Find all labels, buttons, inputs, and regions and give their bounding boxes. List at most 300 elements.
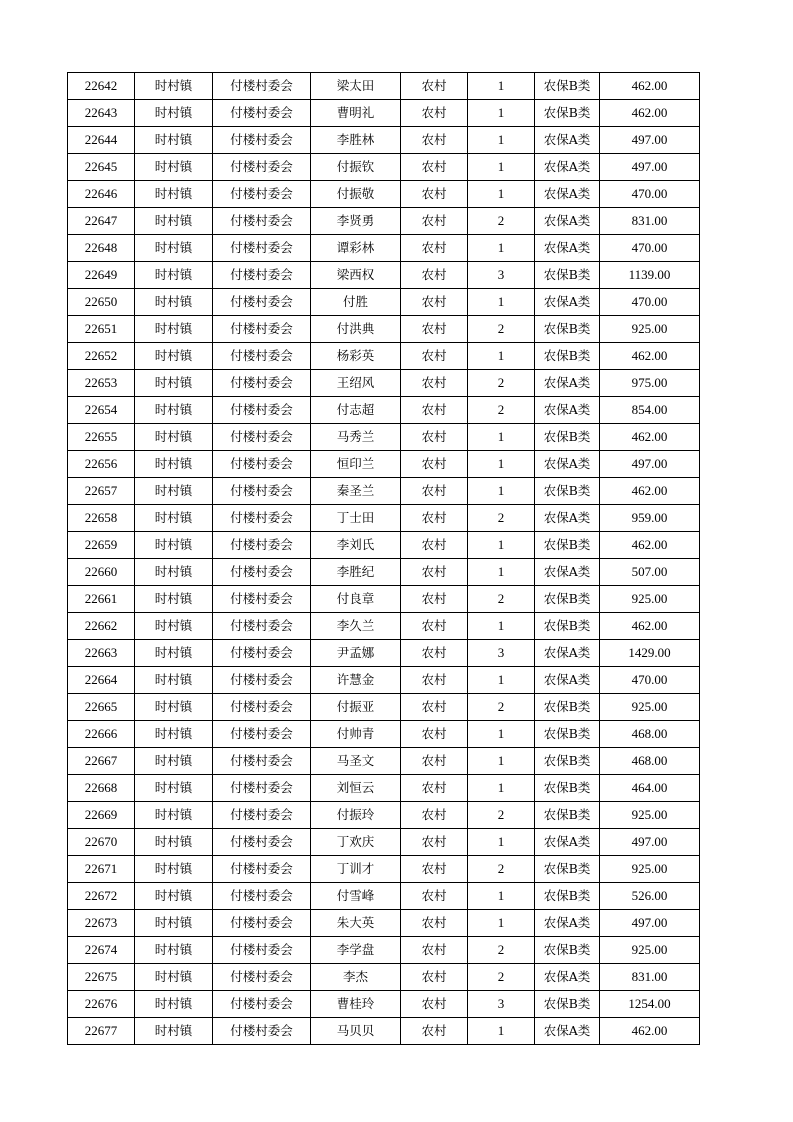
name-cell: 付洪典 xyxy=(311,316,401,343)
household-type-cell: 农村 xyxy=(401,316,468,343)
town-cell: 时村镇 xyxy=(135,100,213,127)
town-cell: 时村镇 xyxy=(135,937,213,964)
household-type-cell: 农村 xyxy=(401,235,468,262)
village-committee-cell: 付楼村委会 xyxy=(213,478,311,505)
serial-number-cell: 22670 xyxy=(68,829,135,856)
table-row xyxy=(68,397,700,424)
serial-number-cell: 22675 xyxy=(68,964,135,991)
table-row xyxy=(68,100,700,127)
village-committee-cell: 付楼村委会 xyxy=(213,100,311,127)
village-committee-cell: 付楼村委会 xyxy=(213,802,311,829)
serial-number-cell: 22653 xyxy=(68,370,135,397)
table-row xyxy=(68,883,700,910)
town-cell: 时村镇 xyxy=(135,802,213,829)
name-cell: 付振钦 xyxy=(311,154,401,181)
table-row xyxy=(68,343,700,370)
table-row xyxy=(68,775,700,802)
town-cell: 时村镇 xyxy=(135,694,213,721)
amount-cell: 462.00 xyxy=(600,100,700,127)
amount-cell: 1139.00 xyxy=(600,262,700,289)
amount-cell: 831.00 xyxy=(600,208,700,235)
member-count-cell: 1 xyxy=(468,181,535,208)
town-cell: 时村镇 xyxy=(135,343,213,370)
town-cell: 时村镇 xyxy=(135,748,213,775)
name-cell: 马秀兰 xyxy=(311,424,401,451)
household-type-cell: 农村 xyxy=(401,208,468,235)
table-row xyxy=(68,478,700,505)
member-count-cell: 2 xyxy=(468,586,535,613)
member-count-cell: 2 xyxy=(468,208,535,235)
amount-cell: 831.00 xyxy=(600,964,700,991)
name-cell: 曹明礼 xyxy=(311,100,401,127)
town-cell: 时村镇 xyxy=(135,289,213,316)
household-type-cell: 农村 xyxy=(401,370,468,397)
village-committee-cell: 付楼村委会 xyxy=(213,424,311,451)
household-type-cell: 农村 xyxy=(401,424,468,451)
household-type-cell: 农村 xyxy=(401,451,468,478)
member-count-cell: 2 xyxy=(468,856,535,883)
household-type-cell: 农村 xyxy=(401,559,468,586)
table-row xyxy=(68,991,700,1018)
amount-cell: 468.00 xyxy=(600,721,700,748)
serial-number-cell: 22661 xyxy=(68,586,135,613)
member-count-cell: 3 xyxy=(468,991,535,1018)
village-committee-cell: 付楼村委会 xyxy=(213,883,311,910)
name-cell: 李久兰 xyxy=(311,613,401,640)
insurance-category-cell: 农保A类 xyxy=(535,208,600,235)
insurance-category-cell: 农保B类 xyxy=(535,316,600,343)
table-row xyxy=(68,316,700,343)
insurance-category-cell: 农保B类 xyxy=(535,694,600,721)
insurance-category-cell: 农保A类 xyxy=(535,640,600,667)
town-cell: 时村镇 xyxy=(135,856,213,883)
name-cell: 付振玲 xyxy=(311,802,401,829)
serial-number-cell: 22666 xyxy=(68,721,135,748)
member-count-cell: 2 xyxy=(468,694,535,721)
name-cell: 梁西权 xyxy=(311,262,401,289)
insurance-category-cell: 农保B类 xyxy=(535,802,600,829)
amount-cell: 462.00 xyxy=(600,73,700,100)
serial-number-cell: 22664 xyxy=(68,667,135,694)
household-type-cell: 农村 xyxy=(401,505,468,532)
member-count-cell: 3 xyxy=(468,640,535,667)
insurance-category-cell: 农保B类 xyxy=(535,262,600,289)
serial-number-cell: 22642 xyxy=(68,73,135,100)
name-cell: 付振敬 xyxy=(311,181,401,208)
name-cell: 付雪峰 xyxy=(311,883,401,910)
village-committee-cell: 付楼村委会 xyxy=(213,370,311,397)
household-type-cell: 农村 xyxy=(401,667,468,694)
village-committee-cell: 付楼村委会 xyxy=(213,667,311,694)
household-type-cell: 农村 xyxy=(401,397,468,424)
amount-cell: 959.00 xyxy=(600,505,700,532)
town-cell: 时村镇 xyxy=(135,883,213,910)
household-type-cell: 农村 xyxy=(401,910,468,937)
member-count-cell: 3 xyxy=(468,262,535,289)
village-committee-cell: 付楼村委会 xyxy=(213,505,311,532)
household-type-cell: 农村 xyxy=(401,721,468,748)
table-row xyxy=(68,127,700,154)
town-cell: 时村镇 xyxy=(135,127,213,154)
insurance-category-cell: 农保B类 xyxy=(535,343,600,370)
serial-number-cell: 22643 xyxy=(68,100,135,127)
serial-number-cell: 22676 xyxy=(68,991,135,1018)
insurance-category-cell: 农保B类 xyxy=(535,478,600,505)
insurance-category-cell: 农保B类 xyxy=(535,424,600,451)
insurance-category-cell: 农保B类 xyxy=(535,937,600,964)
village-committee-cell: 付楼村委会 xyxy=(213,991,311,1018)
village-committee-cell: 付楼村委会 xyxy=(213,694,311,721)
household-type-cell: 农村 xyxy=(401,856,468,883)
table-row xyxy=(68,532,700,559)
member-count-cell: 1 xyxy=(468,343,535,370)
household-type-cell: 农村 xyxy=(401,262,468,289)
member-count-cell: 2 xyxy=(468,397,535,424)
town-cell: 时村镇 xyxy=(135,1018,213,1045)
insurance-category-cell: 农保A类 xyxy=(535,1018,600,1045)
table-row xyxy=(68,262,700,289)
serial-number-cell: 22659 xyxy=(68,532,135,559)
amount-cell: 470.00 xyxy=(600,235,700,262)
name-cell: 尹孟娜 xyxy=(311,640,401,667)
insurance-category-cell: 农保A类 xyxy=(535,289,600,316)
amount-cell: 925.00 xyxy=(600,802,700,829)
village-committee-cell: 付楼村委会 xyxy=(213,181,311,208)
amount-cell: 462.00 xyxy=(600,1018,700,1045)
village-committee-cell: 付楼村委会 xyxy=(213,964,311,991)
name-cell: 李学盘 xyxy=(311,937,401,964)
serial-number-cell: 22647 xyxy=(68,208,135,235)
member-count-cell: 2 xyxy=(468,802,535,829)
amount-cell: 925.00 xyxy=(600,586,700,613)
insurance-category-cell: 农保A类 xyxy=(535,505,600,532)
name-cell: 付振亚 xyxy=(311,694,401,721)
household-type-cell: 农村 xyxy=(401,694,468,721)
amount-cell: 462.00 xyxy=(600,343,700,370)
village-committee-cell: 付楼村委会 xyxy=(213,1018,311,1045)
household-type-cell: 农村 xyxy=(401,100,468,127)
village-committee-cell: 付楼村委会 xyxy=(213,235,311,262)
village-committee-cell: 付楼村委会 xyxy=(213,586,311,613)
insurance-category-cell: 农保A类 xyxy=(535,964,600,991)
member-count-cell: 1 xyxy=(468,883,535,910)
household-type-cell: 农村 xyxy=(401,532,468,559)
household-type-cell: 农村 xyxy=(401,73,468,100)
name-cell: 李胜林 xyxy=(311,127,401,154)
insurance-category-cell: 农保A类 xyxy=(535,235,600,262)
table-row xyxy=(68,289,700,316)
serial-number-cell: 22650 xyxy=(68,289,135,316)
table-row xyxy=(68,181,700,208)
serial-number-cell: 22654 xyxy=(68,397,135,424)
insurance-category-cell: 农保B类 xyxy=(535,613,600,640)
town-cell: 时村镇 xyxy=(135,964,213,991)
table-row xyxy=(68,613,700,640)
serial-number-cell: 22658 xyxy=(68,505,135,532)
serial-number-cell: 22648 xyxy=(68,235,135,262)
member-count-cell: 1 xyxy=(468,451,535,478)
town-cell: 时村镇 xyxy=(135,397,213,424)
table-row xyxy=(68,451,700,478)
village-committee-cell: 付楼村委会 xyxy=(213,154,311,181)
table-row xyxy=(68,586,700,613)
serial-number-cell: 22649 xyxy=(68,262,135,289)
table-row xyxy=(68,505,700,532)
household-type-cell: 农村 xyxy=(401,829,468,856)
amount-cell: 462.00 xyxy=(600,532,700,559)
insurance-category-cell: 农保A类 xyxy=(535,910,600,937)
name-cell: 李杰 xyxy=(311,964,401,991)
household-type-cell: 农村 xyxy=(401,883,468,910)
insurance-category-cell: 农保A类 xyxy=(535,181,600,208)
household-type-cell: 农村 xyxy=(401,154,468,181)
table-row xyxy=(68,937,700,964)
serial-number-cell: 22674 xyxy=(68,937,135,964)
member-count-cell: 1 xyxy=(468,721,535,748)
table-row xyxy=(68,829,700,856)
table-row xyxy=(68,370,700,397)
insurance-category-cell: 农保B类 xyxy=(535,856,600,883)
serial-number-cell: 22644 xyxy=(68,127,135,154)
insurance-category-cell: 农保A类 xyxy=(535,667,600,694)
town-cell: 时村镇 xyxy=(135,316,213,343)
village-committee-cell: 付楼村委会 xyxy=(213,208,311,235)
village-committee-cell: 付楼村委会 xyxy=(213,532,311,559)
serial-number-cell: 22660 xyxy=(68,559,135,586)
village-committee-cell: 付楼村委会 xyxy=(213,613,311,640)
village-committee-cell: 付楼村委会 xyxy=(213,829,311,856)
table-row xyxy=(68,154,700,181)
village-committee-cell: 付楼村委会 xyxy=(213,343,311,370)
town-cell: 时村镇 xyxy=(135,181,213,208)
amount-cell: 464.00 xyxy=(600,775,700,802)
name-cell: 马圣文 xyxy=(311,748,401,775)
village-committee-cell: 付楼村委会 xyxy=(213,397,311,424)
household-type-cell: 农村 xyxy=(401,964,468,991)
village-committee-cell: 付楼村委会 xyxy=(213,775,311,802)
household-type-cell: 农村 xyxy=(401,775,468,802)
name-cell: 丁训才 xyxy=(311,856,401,883)
town-cell: 时村镇 xyxy=(135,829,213,856)
name-cell: 付良章 xyxy=(311,586,401,613)
serial-number-cell: 22673 xyxy=(68,910,135,937)
insurance-category-cell: 农保A类 xyxy=(535,829,600,856)
household-type-cell: 农村 xyxy=(401,586,468,613)
amount-cell: 497.00 xyxy=(600,127,700,154)
insurance-category-cell: 农保A类 xyxy=(535,451,600,478)
village-committee-cell: 付楼村委会 xyxy=(213,559,311,586)
table-row xyxy=(68,235,700,262)
name-cell: 秦圣兰 xyxy=(311,478,401,505)
table-row xyxy=(68,73,700,100)
town-cell: 时村镇 xyxy=(135,559,213,586)
member-count-cell: 1 xyxy=(468,424,535,451)
town-cell: 时村镇 xyxy=(135,667,213,694)
member-count-cell: 2 xyxy=(468,316,535,343)
name-cell: 恒印兰 xyxy=(311,451,401,478)
serial-number-cell: 22667 xyxy=(68,748,135,775)
household-type-cell: 农村 xyxy=(401,937,468,964)
town-cell: 时村镇 xyxy=(135,532,213,559)
town-cell: 时村镇 xyxy=(135,424,213,451)
amount-cell: 1254.00 xyxy=(600,991,700,1018)
table-row xyxy=(68,748,700,775)
member-count-cell: 1 xyxy=(468,775,535,802)
insurance-category-cell: 农保A类 xyxy=(535,397,600,424)
table-row xyxy=(68,1018,700,1045)
name-cell: 王绍风 xyxy=(311,370,401,397)
serial-number-cell: 22652 xyxy=(68,343,135,370)
town-cell: 时村镇 xyxy=(135,73,213,100)
household-type-cell: 农村 xyxy=(401,640,468,667)
table-row xyxy=(68,856,700,883)
name-cell: 曹桂玲 xyxy=(311,991,401,1018)
insurance-category-cell: 农保B类 xyxy=(535,532,600,559)
village-committee-cell: 付楼村委会 xyxy=(213,937,311,964)
amount-cell: 497.00 xyxy=(600,910,700,937)
member-count-cell: 1 xyxy=(468,478,535,505)
village-committee-cell: 付楼村委会 xyxy=(213,73,311,100)
member-count-cell: 1 xyxy=(468,613,535,640)
town-cell: 时村镇 xyxy=(135,991,213,1018)
table-row xyxy=(68,802,700,829)
table-row xyxy=(68,559,700,586)
name-cell: 丁士田 xyxy=(311,505,401,532)
insurance-category-cell: 农保B类 xyxy=(535,73,600,100)
member-count-cell: 1 xyxy=(468,73,535,100)
town-cell: 时村镇 xyxy=(135,451,213,478)
serial-number-cell: 22646 xyxy=(68,181,135,208)
town-cell: 时村镇 xyxy=(135,478,213,505)
household-type-cell: 农村 xyxy=(401,127,468,154)
household-type-cell: 农村 xyxy=(401,748,468,775)
town-cell: 时村镇 xyxy=(135,721,213,748)
member-count-cell: 2 xyxy=(468,937,535,964)
table-row xyxy=(68,910,700,937)
town-cell: 时村镇 xyxy=(135,586,213,613)
household-type-cell: 农村 xyxy=(401,181,468,208)
name-cell: 许慧金 xyxy=(311,667,401,694)
serial-number-cell: 22645 xyxy=(68,154,135,181)
insurance-category-cell: 农保B类 xyxy=(535,748,600,775)
serial-number-cell: 22671 xyxy=(68,856,135,883)
name-cell: 朱大英 xyxy=(311,910,401,937)
village-committee-cell: 付楼村委会 xyxy=(213,910,311,937)
town-cell: 时村镇 xyxy=(135,505,213,532)
amount-cell: 468.00 xyxy=(600,748,700,775)
amount-cell: 497.00 xyxy=(600,451,700,478)
insurance-category-cell: 农保B类 xyxy=(535,100,600,127)
amount-cell: 975.00 xyxy=(600,370,700,397)
amount-cell: 1429.00 xyxy=(600,640,700,667)
amount-cell: 470.00 xyxy=(600,181,700,208)
member-count-cell: 1 xyxy=(468,829,535,856)
name-cell: 付志超 xyxy=(311,397,401,424)
name-cell: 马贝贝 xyxy=(311,1018,401,1045)
village-committee-cell: 付楼村委会 xyxy=(213,856,311,883)
town-cell: 时村镇 xyxy=(135,235,213,262)
serial-number-cell: 22651 xyxy=(68,316,135,343)
serial-number-cell: 22677 xyxy=(68,1018,135,1045)
table-row xyxy=(68,667,700,694)
name-cell: 刘恒云 xyxy=(311,775,401,802)
household-type-cell: 农村 xyxy=(401,991,468,1018)
name-cell: 李胜纪 xyxy=(311,559,401,586)
insurance-category-cell: 农保A类 xyxy=(535,154,600,181)
insurance-category-cell: 农保B类 xyxy=(535,883,600,910)
member-count-cell: 1 xyxy=(468,235,535,262)
insurance-category-cell: 农保B类 xyxy=(535,721,600,748)
amount-cell: 925.00 xyxy=(600,316,700,343)
name-cell: 付帅青 xyxy=(311,721,401,748)
insurance-category-cell: 农保A类 xyxy=(535,559,600,586)
amount-cell: 470.00 xyxy=(600,667,700,694)
name-cell: 丁欢庆 xyxy=(311,829,401,856)
member-count-cell: 1 xyxy=(468,1018,535,1045)
serial-number-cell: 22665 xyxy=(68,694,135,721)
serial-number-cell: 22656 xyxy=(68,451,135,478)
member-count-cell: 1 xyxy=(468,100,535,127)
table-row xyxy=(68,424,700,451)
member-count-cell: 1 xyxy=(468,154,535,181)
serial-number-cell: 22662 xyxy=(68,613,135,640)
member-count-cell: 2 xyxy=(468,964,535,991)
amount-cell: 925.00 xyxy=(600,856,700,883)
town-cell: 时村镇 xyxy=(135,910,213,937)
town-cell: 时村镇 xyxy=(135,640,213,667)
household-type-cell: 农村 xyxy=(401,1018,468,1045)
household-type-cell: 农村 xyxy=(401,613,468,640)
serial-number-cell: 22672 xyxy=(68,883,135,910)
household-type-cell: 农村 xyxy=(401,802,468,829)
insurance-category-cell: 农保A类 xyxy=(535,127,600,154)
name-cell: 付胜 xyxy=(311,289,401,316)
name-cell: 李贤勇 xyxy=(311,208,401,235)
member-count-cell: 2 xyxy=(468,505,535,532)
name-cell: 杨彩英 xyxy=(311,343,401,370)
village-committee-cell: 付楼村委会 xyxy=(213,748,311,775)
village-committee-cell: 付楼村委会 xyxy=(213,451,311,478)
village-committee-cell: 付楼村委会 xyxy=(213,289,311,316)
serial-number-cell: 22655 xyxy=(68,424,135,451)
table-row xyxy=(68,964,700,991)
table-row xyxy=(68,208,700,235)
household-type-cell: 农村 xyxy=(401,289,468,316)
insurance-category-cell: 农保B类 xyxy=(535,586,600,613)
serial-number-cell: 22669 xyxy=(68,802,135,829)
amount-cell: 925.00 xyxy=(600,937,700,964)
table-row xyxy=(68,694,700,721)
amount-cell: 470.00 xyxy=(600,289,700,316)
town-cell: 时村镇 xyxy=(135,613,213,640)
town-cell: 时村镇 xyxy=(135,208,213,235)
amount-cell: 526.00 xyxy=(600,883,700,910)
member-count-cell: 1 xyxy=(468,910,535,937)
serial-number-cell: 22663 xyxy=(68,640,135,667)
insurance-category-cell: 农保B类 xyxy=(535,991,600,1018)
town-cell: 时村镇 xyxy=(135,154,213,181)
member-count-cell: 1 xyxy=(468,667,535,694)
amount-cell: 854.00 xyxy=(600,397,700,424)
village-committee-cell: 付楼村委会 xyxy=(213,316,311,343)
table-row xyxy=(68,640,700,667)
member-count-cell: 1 xyxy=(468,127,535,154)
town-cell: 时村镇 xyxy=(135,370,213,397)
member-count-cell: 1 xyxy=(468,559,535,586)
table-row xyxy=(68,721,700,748)
household-type-cell: 农村 xyxy=(401,343,468,370)
village-committee-cell: 付楼村委会 xyxy=(213,640,311,667)
